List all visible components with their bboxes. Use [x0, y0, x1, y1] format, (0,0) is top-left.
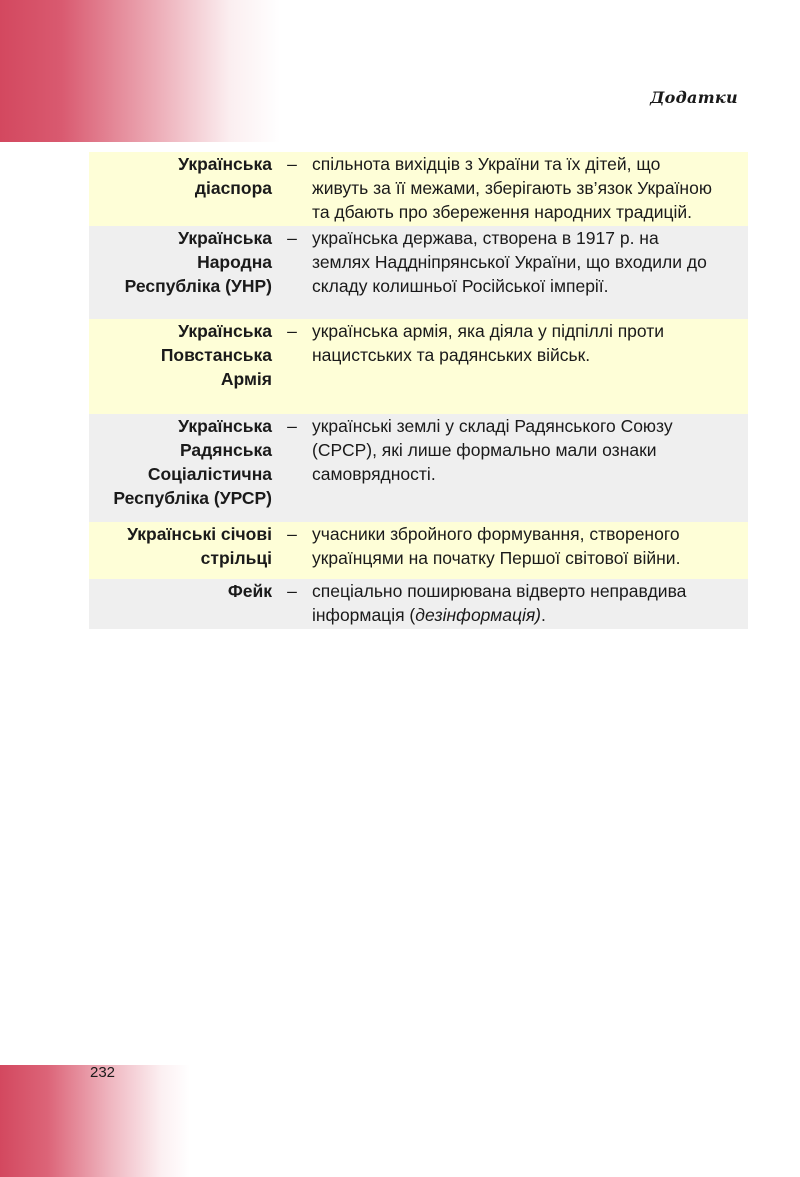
glossary-term: Українська Повстанська Армія [160, 321, 272, 389]
glossary-definition: українська армія, яка діяла у підпіллі проти нацистських та радянських військ. [312, 321, 665, 365]
dash-separator: – [287, 524, 297, 544]
glossary-entry [89, 522, 748, 579]
glossary-definition: учасники збройного формування, створеного українцями на початку Першої світової війни. [312, 524, 681, 568]
bottom-left-decorative-gradient [0, 1065, 190, 1177]
glossary-entry [89, 414, 748, 522]
italic-term: дезінформація) [415, 605, 542, 625]
dash-separator: – [287, 321, 297, 341]
glossary-term: Українська Радянська Соціалістична Республіка (УРСР) [113, 416, 272, 508]
glossary-term: Українські січові стрільці [127, 524, 272, 568]
dash-separator: – [287, 581, 297, 601]
dash-separator: – [287, 416, 297, 436]
glossary-definition: українські землі у складі Радянського Союзу (СРСР), які лише формально мали ознаки самоврядності. [312, 416, 673, 484]
top-left-decorative-gradient [0, 0, 280, 142]
dash-separator: – [287, 154, 297, 174]
glossary-entry [89, 226, 748, 319]
dash-separator: – [287, 228, 297, 248]
glossary-entry [89, 152, 748, 226]
glossary-entry [89, 319, 748, 414]
glossary-term: Українська діаспора [178, 154, 272, 198]
section-title: Додатки [650, 88, 738, 107]
glossary-term: Українська Народна Республіка (УНР) [124, 228, 272, 296]
glossary-table [89, 152, 748, 629]
page-number: 232 [90, 1064, 116, 1081]
glossary-term: Фейк [227, 581, 272, 601]
glossary-entry [89, 579, 748, 629]
glossary-definition: спеціально поширювана відверто неправдива інформація (дезінформація). [312, 581, 687, 625]
glossary-definition: українська держава, створена в 1917 р. на землях Наддніпрянської України, що входили до складу колишньої Російської імперії. [312, 228, 707, 296]
glossary-definition: спільнота вихідців з України та їх дітей, що живуть за її межами, зберігають зв’язок Україною та дбають про збереження народних традицій. [312, 154, 712, 222]
